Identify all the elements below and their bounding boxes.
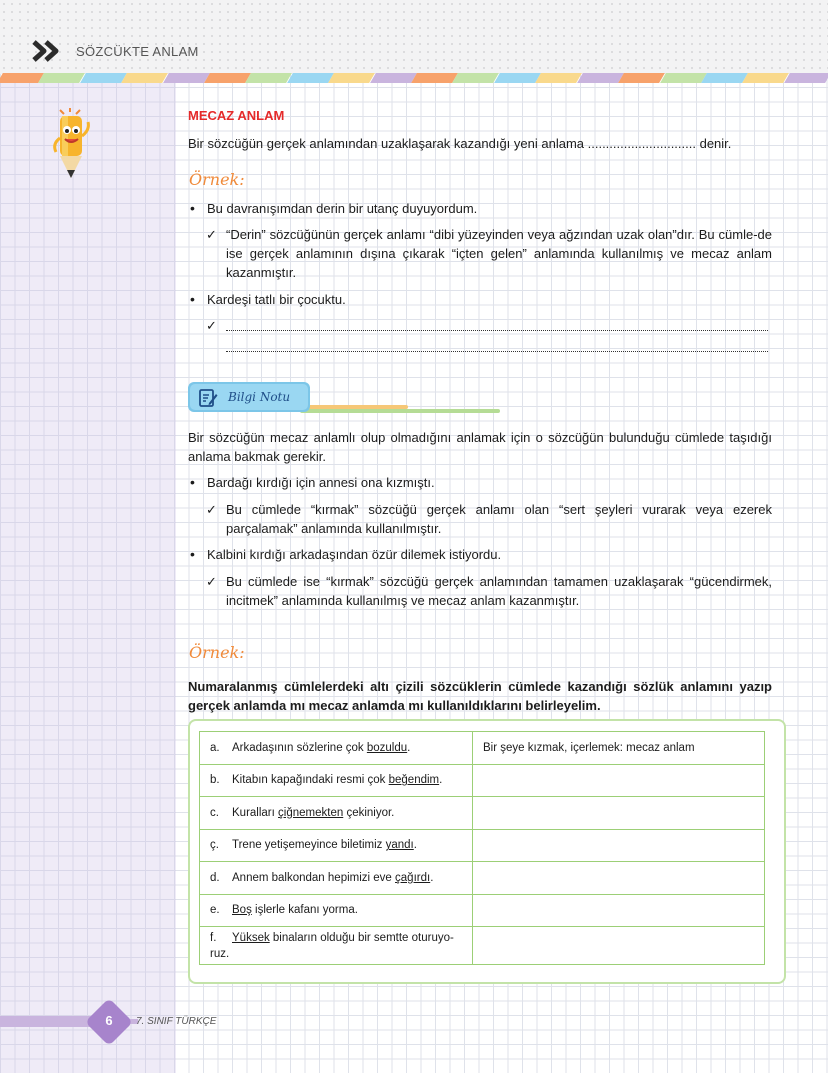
question-letter: b. [210,774,220,787]
info-item-2-explanation: ✓ Bu cümlede ise “kırmak” sözcüğü gerçek anlamından tamamen uzaklaşarak “gücendirmek, incitmek” anlamında kullanılmış ve mecaz anlam kazanmıştır. [226,572,772,610]
stripe-segment [411,73,458,83]
exercise-table-container [199,731,765,963]
stripe-segment [121,73,168,83]
left-margin-panel [0,83,176,1073]
example-sentence-2: • Kardeşi tatlı bir çocuktu. [207,290,773,309]
question-letter: f. [210,931,217,944]
book-title: 7. SINIF TÜRKÇE [136,1016,217,1027]
answer-cell[interactable] [473,764,765,797]
stripe-segment [328,73,375,83]
question-text-post: . [413,839,417,852]
underlined-word: çağırdı [395,871,431,884]
table-row [200,894,765,927]
example-explanation-1: ✓ “Derin” sözcüğünün gerçek anlamı “dibi yüzeyinden veya ağzından uzak olan”dır. Bu cümle-de ise gerçek anlamının dışına çıkarak “içten gelen” anlamında kullanılmış ve mecaz anlam kazanmıştır. [226,225,772,282]
question-text-post: . [439,774,443,787]
table-row [200,797,765,830]
table-row [200,732,765,765]
underlined-word: Boş [232,904,252,917]
underlined-word: bozuldu [366,741,408,754]
table-row [200,829,765,862]
answer-cell[interactable] [473,732,765,765]
stripe-segment [701,73,748,83]
info-item-2: • Kalbini kırdığı arkadaşından özür dilemek istiyordu. [207,545,773,564]
stripe-segment [39,73,86,83]
question-text-post: . [430,871,434,884]
question-text-pre: Kuralları [232,806,279,819]
decor-line-green [300,409,500,413]
exercise-table [199,731,765,965]
answer-cell[interactable] [473,797,765,830]
question-letter: ç. [210,839,219,852]
double-chevron-icon [32,40,62,62]
question-cell [200,862,473,895]
stripe-segment [80,73,127,83]
stripe-segment [370,73,417,83]
underlined-word: çiğnemekten [278,806,344,819]
question-cell [200,732,473,765]
answer-cell[interactable] [473,829,765,862]
pencil-mascot-icon [50,108,92,182]
underlined-word: yandı [385,839,414,852]
table-row [200,764,765,797]
answer-cell[interactable] [473,927,765,965]
answer-text: Bir şeye kızmak, içerlemek: mecaz anlam [483,741,695,754]
info-item-1-explanation: ✓ Bu cümlede “kırmak” sözcüğü gerçek anlamı olan “sert şeyleri vurarak veya ezerek parçalamak” anlamında kullanılmıştır. [226,500,772,538]
underlined-word: beğendim [388,774,440,787]
question-letter: c. [210,806,219,819]
stripe-segment [163,73,210,83]
example-sentence-1: • Bu davranışımdan derin bir utanç duyuyordum. [207,199,773,218]
question-text-pre: Trene yetişemeyince biletimiz [232,839,386,852]
example-label: Örnek: [189,170,245,189]
question-cell [200,764,473,797]
stripe-segment [577,73,624,83]
info-intro: Bir sözcüğün mecaz anlamlı olup olmadığını anlamak için o sözcüğün bulunduğu cümlede taşıdığı anlama bakmak gerekir. [188,430,772,464]
stripe-segment [494,73,541,83]
info-item-1: • Bardağı kırdığı için annesi ona kızmıştı. [207,473,773,492]
exercise-instruction: Numaralanmış cümlelerdeki altı çizili sözcüklerin cümlede kazandığı sözlük anlamını yazıp gerçek anlamda mı mecaz anlamda mı kullanıldıklarını belirleyelim. [188,679,772,713]
stripe-segment [453,73,500,83]
question-text-pre: Annem balkondan hepimizi eve [232,871,396,884]
exercise-example-label: Örnek: [189,643,245,662]
underlined-word: Yüksek [232,931,270,944]
answer-line-1[interactable] [226,329,768,331]
table-row [200,927,765,965]
question-cell [200,894,473,927]
page-number: 6 [105,1013,113,1028]
chapter-title: SÖZCÜKTE ANLAM [76,44,199,59]
stripe-segment [204,73,251,83]
question-text-post: binaların olduğu bir semtte oturuyo-ruz. [210,931,454,960]
question-cell [200,829,473,862]
definition-text: Bir sözcüğün gerçek anlamından uzaklaşarak kazandığı yeni anlama .............................. denir. [188,136,732,151]
info-note-label: Bilgi Notu [228,390,291,404]
stripe-segment [742,73,789,83]
question-letter: d. [210,871,220,884]
question-text-pre: Kitabın kapağındaki resmi çok [232,774,389,787]
question-text-pre: Arkadaşının sözlerine çok [232,741,367,754]
question-text-post: çekiniyor. [343,806,395,819]
answer-line-2[interactable] [226,350,768,352]
answer-cell[interactable] [473,894,765,927]
table-row [200,862,765,895]
note-edit-icon [198,388,218,408]
stripe-segment [246,73,293,83]
info-note-badge [188,382,310,412]
section-heading: MECAZ ANLAM [188,108,285,123]
color-stripe [0,73,828,83]
question-text-post: . [407,741,411,754]
stripe-segment [618,73,665,83]
footer-bar [0,1016,98,1027]
answer-cell[interactable] [473,862,765,895]
page-header [0,0,828,74]
stripe-segment [535,73,582,83]
question-cell [200,927,473,965]
stripe-segment [660,73,707,83]
question-letter: e. [210,904,220,917]
stripe-segment [784,73,828,83]
question-cell [200,797,473,830]
question-text-post: işlerle kafanı yorma. [251,904,358,917]
question-letter: a. [210,741,220,754]
stripe-segment [287,73,334,83]
